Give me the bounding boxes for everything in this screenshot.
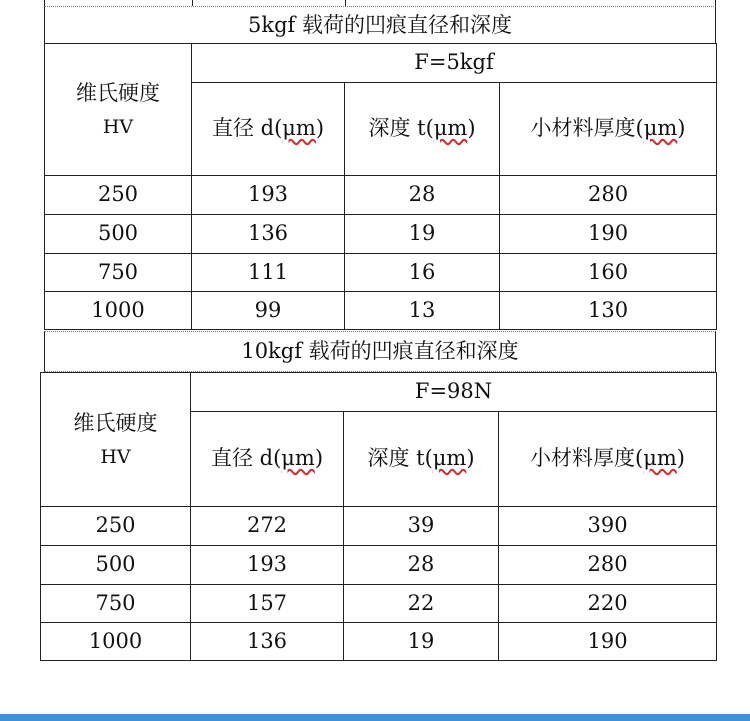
section2-table [40,372,717,661]
hardness-unit: HV [102,115,134,138]
section1-table [44,43,717,330]
diameter-header: 直径 d(μm) [192,83,345,176]
table-row: 1000 99 13 130 [45,292,717,330]
diameter-header: 直径 d(μm) [191,412,344,507]
depth-header: 深度 t(μm) [345,83,500,176]
table-row: 500 193 28 280 [41,546,717,585]
hardness-header [45,44,192,176]
force-header: F=5kgf [192,44,717,83]
section2-title: 10kgf 载荷的凹痕直径和深度 [44,331,716,372]
depth-header: 深度 t(μm) [344,412,499,507]
table-row: 1000 136 19 190 [41,623,717,661]
hardness-label: 维氏硬度 [73,410,158,435]
min-thickness-header: 小材料厚度(μm) [499,412,717,507]
table-row: 750 111 16 160 [45,254,717,292]
table-row: 750 157 22 220 [41,585,717,623]
table-row: 250 193 28 280 [45,176,717,215]
table-row: 250 272 39 390 [41,507,717,546]
force-header: F=98N [191,373,717,412]
table-row: 500 136 19 190 [45,215,717,254]
hardness-header [41,373,191,507]
hardness-label: 维氏硬度 [76,80,160,105]
section1-title: 5kgf 载荷的凹痕直径和深度 [44,6,716,44]
bottom-accent-bar [0,714,750,721]
hardness-unit: HV [100,445,131,468]
min-thickness-header: 小材料厚度(μm) [500,83,717,176]
